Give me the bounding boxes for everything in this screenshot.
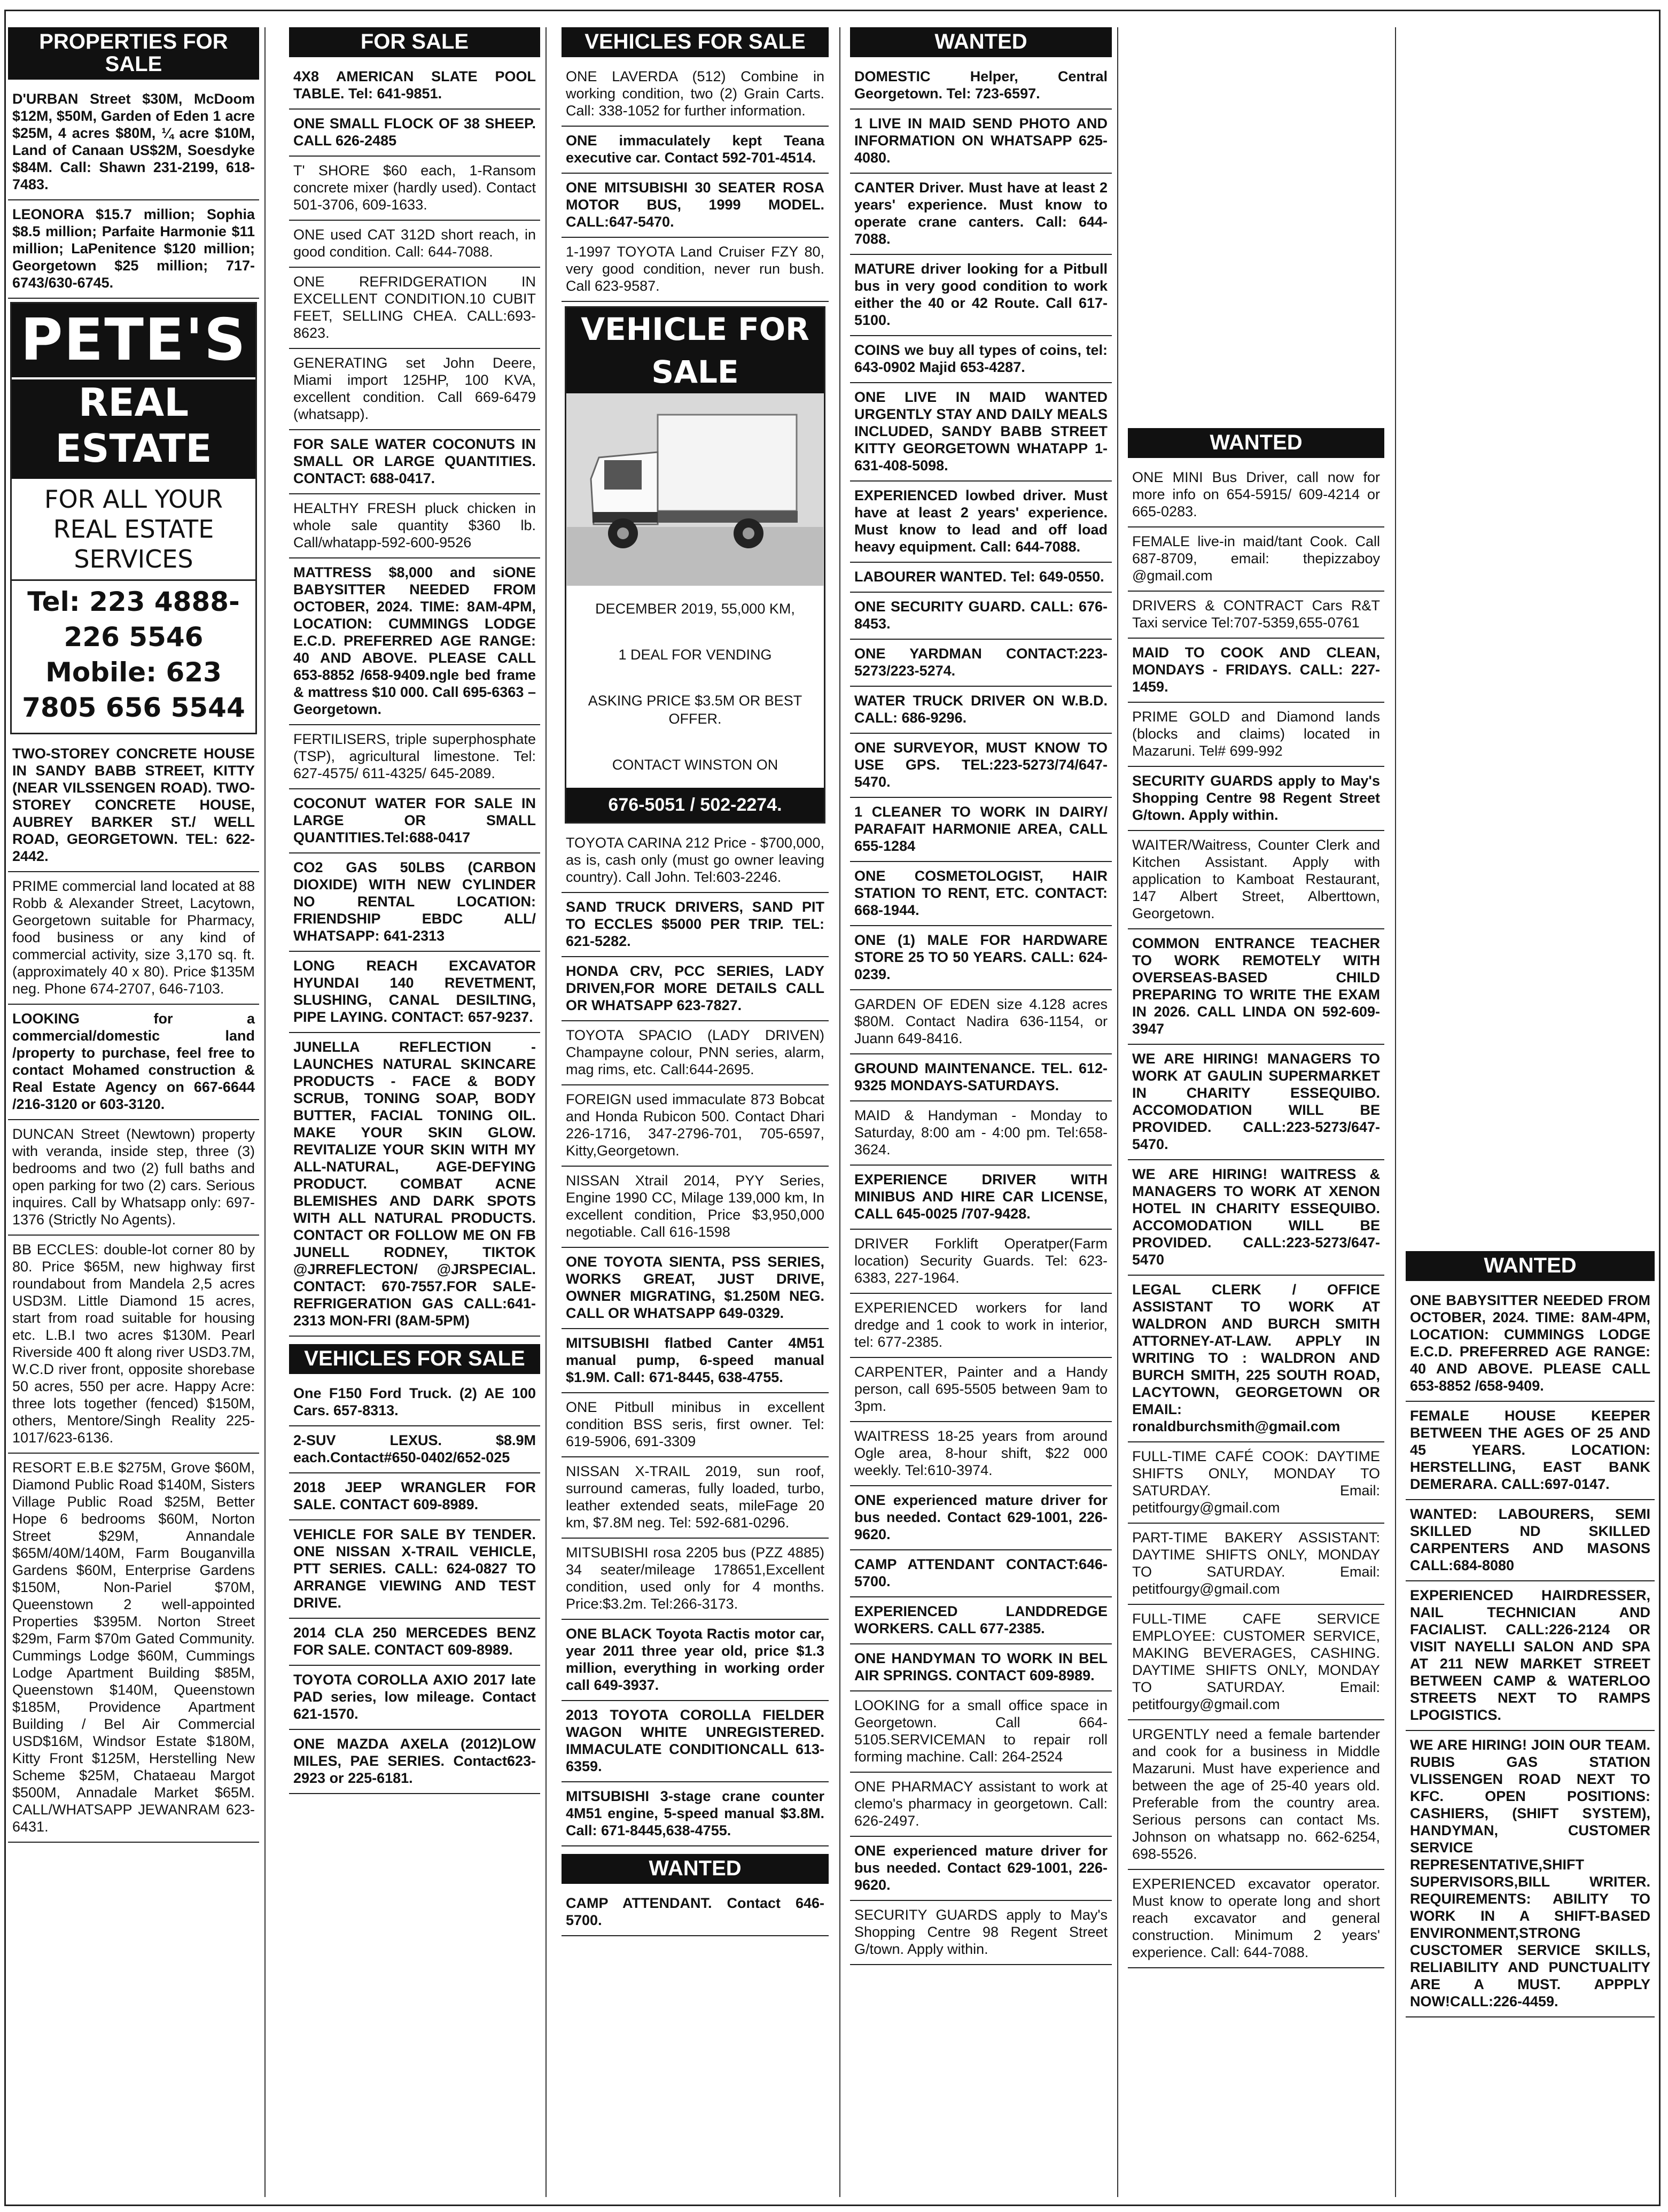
column-divider: [839, 27, 840, 2197]
classifieds-page: [4, 10, 1661, 2206]
vehicle-for-sale-ad: [565, 306, 825, 824]
classified-ad: EXPERIENCED LANDDREDGE WORKERS. CALL 677-2385.: [850, 1597, 1112, 1644]
classified-ad: COCONUT WATER FOR SALE IN LARGE OR SMALL QUANTITIES.Tel:688-0417: [289, 789, 540, 853]
classified-ad: MAID & Handyman - Monday to Saturday, 8:00 am - 4:00 pm. Tel:658-3624.: [850, 1101, 1112, 1166]
classified-ad: WAITRESS 18-25 years from around Ogle area, 8-hour shift, $22 000 weekly. Tel:610-3974.: [850, 1422, 1112, 1486]
classified-ad: ONE LAVERDA (512) Combine in working condition, two (2) Grain Carts. Call: 338-1052 for further information.: [562, 63, 829, 127]
vehicle-ad-line: CONTACT WINSTON ON: [612, 757, 778, 773]
classified-ad: DRIVERS & CONTRACT Cars R&T Taxi service Tel:707-5359,655-0761: [1128, 592, 1384, 639]
section-header-wanted: WANTED: [850, 27, 1112, 57]
classified-ad: ONE LIVE IN MAID WANTED URGENTLY STAY AND DAILY MEALS INCLUDED, SANDY BABB STREET KITTY GEORGETOWN WHATAPP 1-631-408-5098.: [850, 383, 1112, 482]
classified-ad: ONE MITSUBISHI 30 SEATER ROSA MOTOR BUS, 1999 MODEL. CALL:647-5470.: [562, 174, 829, 238]
classified-ad: PRIME GOLD and Diamond lands (blocks and claims) located in Mazaruni. Tel# 699-992: [1128, 703, 1384, 767]
section-header-wanted: WANTED: [1406, 1251, 1655, 1281]
classified-ad: WE ARE HIRING! MANAGERS TO WORK AT GAULIN SUPERMARKET IN CHARITY ESSEQUIBO. ACCOMODATION WILL BE PROVIDED. CALL:223-5273/647-5470.: [1128, 1045, 1384, 1160]
classified-ad: 2014 CLA 250 MERCEDES BENZ FOR SALE. CONTACT 609-8989.: [289, 1619, 540, 1666]
classified-ad: ONE YARDMAN CONTACT:223-5273/223-5274.: [850, 640, 1112, 687]
classified-ad: NISSAN Xtrail 2014, PYY Series, Engine 1990 CC, Milage 139,000 km, In excellent condition, Price $3,950,000 negotiable. Call 616-1598: [562, 1167, 829, 1248]
classified-ad: ONE experienced mature driver for bus needed. Contact 629-1001, 226-9620.: [850, 1486, 1112, 1550]
classified-ad: ONE (1) MALE FOR HARDWARE STORE 25 TO 50 YEARS. CALL: 624-0239.: [850, 926, 1112, 990]
vehicle-ad-title: VEHICLE FOR SALE: [566, 308, 824, 393]
classified-ad: EXPERIENCED lowbed driver. Must have at least 2 years' experience. Must know to lead and off load heavy equipment. Call: 644-7088.: [850, 482, 1112, 563]
classified-ad: TOYOTA CARINA 212 Price - $700,000, as is, cash only (must go owner leaving country). Call John. Tel:603-2246.: [562, 829, 829, 893]
classified-ad: D'URBAN Street $30M, McDoom $12M, $50M, Garden of Eden 1 acre $25M, 4 acres $80M, ¼ acre $10M, Land of Canaan US$2M, Soesdyke $84M. Call: Shawn 231-2199, 618-7483.: [8, 85, 259, 200]
classified-ad: FULL-TIME CAFÉ COOK: DAYTIME SHIFTS ONLY, MONDAY TO SATURDAY. Email: petitfourgy@gmail.com: [1128, 1442, 1384, 1524]
classified-ad: ONE experienced mature driver for bus needed. Contact 629-1001, 226-9620.: [850, 1837, 1112, 1901]
classified-ad: ONE MINI Bus Driver, call now for more info on 654-5915/ 609-4214 or 665-0283.: [1128, 463, 1384, 527]
classified-ad: DUNCAN Street (Newtown) property with veranda, inside step, three (3) bedrooms and two (2) full baths and open parking for two (2) cars. Serious inquires. Call by Whatsapp only: 697-1376 (Strictly No Agents).: [8, 1120, 259, 1236]
classified-ad: CARPENTER, Painter and a Handy person, call 695-5505 between 9am to 3pm.: [850, 1358, 1112, 1422]
classified-ad: DRIVER Forklift Operatper(Farm location) Security Guards. Tel: 623-6383, 227-1964.: [850, 1230, 1112, 1294]
truck-icon: [566, 393, 824, 586]
classified-ad: COINS we buy all types of coins, tel: 643-0902 Majid 653-4287.: [850, 336, 1112, 383]
classified-ad: WE ARE HIRING! WAITRESS & MANAGERS TO WORK AT XENON HOTEL IN CHARITY ESSEQUIBO. ACCOMODATION WILL BE PROVIDED. CALL:223-5273/647-5470: [1128, 1160, 1384, 1276]
classified-ad: LONG REACH EXCAVATOR HYUNDAI 140 REVETMENT, SLUSHING, CANAL DESILTING, PIPE LAYING. CONTACT: 657-9237.: [289, 952, 540, 1033]
classified-ad: ONE SMALL FLOCK OF 38 SHEEP. CALL 626-2485: [289, 110, 540, 157]
column-vehicles: [562, 27, 829, 1936]
classified-ad: PART-TIME BAKERY ASSISTANT: DAYTIME SHIFTS ONLY, MONDAY TO SATURDAY. Email: petitfourgy@gmail.com: [1128, 1524, 1384, 1605]
classified-ad: One F150 Ford Truck. (2) AE 100 Cars. 657-8313.: [289, 1379, 540, 1426]
classified-ad: 1 CLEANER TO WORK IN DAIRY/ PARAFAIT HARMONIE AREA, CALL 655-1284: [850, 798, 1112, 862]
classified-ad: NISSAN X-TRAIL 2019, sun roof, surround cameras, fully loaded, turbo, leather extended seats, mileFage 20 km, $7.8M neg. Tel: 592-681-0296.: [562, 1457, 829, 1539]
classified-ad: TOYOTA SPACIO (LADY DRIVEN) Champayne colour, PNN series, alarm, mag rims, etc. Call:644-2695.: [562, 1021, 829, 1085]
classified-ad: SECURITY GUARDS apply to May's Shopping Centre 98 Regent Street G/town. Apply within.: [850, 1901, 1112, 1965]
column-wanted-2: [1128, 428, 1384, 1968]
classified-ad: LEONORA $15.7 million; Sophia $8.5 million; Parfaite Harmonie $11 million; LaPenitence $120 million; Georgetown $25 million; 717-6743/630-6745.: [8, 200, 259, 299]
classified-ad: TOYOTA COROLLA AXIO 2017 late PAD series, low mileage. Contact 621-1570.: [289, 1666, 540, 1730]
classified-ad: ONE REFRIDGERATION IN EXCELLENT CONDITION.10 CUBIT FEET, SELLING CHEA. CALL:693-8623.: [289, 268, 540, 349]
classified-ad: ONE COSMETOLOGIST, HAIR STATION TO RENT, ETC. CONTACT: 668-1944.: [850, 862, 1112, 926]
classified-ad: 1-1997 TOYOTA Land Cruiser FZY 80, very good condition, never run bush. Call 623-9587.: [562, 238, 829, 302]
classified-ad: ONE BLACK Toyota Ractis motor car, year 2011 three year old, price $1.3 million, everything in working order call 649-3937.: [562, 1620, 829, 1701]
vehicle-ad-line: 1 DEAL FOR VENDING: [618, 647, 772, 663]
petes-tagline: FOR ALL YOUR REAL ESTATE SERVICES: [44, 485, 223, 573]
classified-ad: TWO-STOREY CONCRETE HOUSE IN SANDY BABB STREET, KITTY (NEAR VILSSENGEN ROAD). TWO-STOREY CONCRETE HOUSE, AUBREY BARKER ST./ WELL ROAD, GEORGETOWN. TEL: 622-2442.: [8, 740, 259, 872]
classified-ad: ONE immaculately kept Teana executive car. Contact 592-701-4514.: [562, 127, 829, 174]
classified-ad: LABOURER WANTED. Tel: 649-0550.: [850, 563, 1112, 593]
classified-ad: HONDA CRV, PCC SERIES, LADY DRIVEN,FOR MORE DETAILS CALL OR WHATSAPP 623-7827.: [562, 957, 829, 1021]
classified-ad: BB ECCLES: double-lot corner 80 by 80. Price $65M, new highway first roundabout from Mandela 2,5 acres USD3M. Little Diamond 15 acres, start from road suitable for housing etc. L.B.I two acres $130M. Pearl Riverside 400 ft along river USD3.7M, W.C.D river front, opposite shorebase 50 acres, 550 per acre. Happy Acre: three lots together (fenced) $150M, others, Mentore/Singh Reality 225-1017/623-6136.: [8, 1236, 259, 1454]
classified-ad: T' SHORE $60 each, 1-Ransom concrete mixer (hardly used). Contact 501-3706, 609-1633.: [289, 157, 540, 221]
classified-ad: EXPERIENCED workers for land dredge and 1 cook to work in interior, tel: 677-2385.: [850, 1294, 1112, 1358]
classified-ad: 2018 JEEP WRANGLER FOR SALE. CONTACT 609-8989.: [289, 1473, 540, 1520]
column-for-sale: [289, 27, 540, 1794]
classified-ad: CAMP ATTENDANT. Contact 646-5700.: [562, 1889, 829, 1936]
classified-ad: WE ARE HIRING! JOIN OUR TEAM. RUBIS GAS STATION VLISSENGEN ROAD NEXT TO KFC. OPEN POSITIONS: CASHIERS, (SHIFT SYSTEM), HANDYMAN, CUSTOMER SERVICE REPRESENTATIVE,SHIFT SUPERVISORS,BILL WRITER. REQUIREMENTS: ABILITY TO WORK IN A SHIFT-BASED ENVIRONMENT,STRONG CUSCTOMER SERVICE SKILLS, RELIABILITY AND PUNCTUALITY ARE A MUST. APPPLY NOW!CALL:226-4459.: [1406, 1731, 1655, 2017]
classified-ad: ONE SURVEYOR, MUST KNOW TO USE GPS. TEL:223-5273/74/647-5470.: [850, 734, 1112, 798]
classified-ad: FOREIGN used immaculate 873 Bobcat and Honda Rubicon 500. Contact Dhari 226-1716, 347-2796-701, 705-6597, Kitty,Georgetown.: [562, 1085, 829, 1167]
vehicle-ad-line: DECEMBER 2019, 55,000 KM,: [595, 601, 795, 617]
classified-ad: ONE BABYSITTER NEEDED FROM OCTOBER, 2024. TIME: 8AM-4PM, LOCATION: CUMMINGS LODGE E.C.D. PREFERRED AGE RANGE: 40 AND ABOVE. PLEASE CALL 653-8852 /658-9409.: [1406, 1286, 1655, 1402]
section-header-vehicles: VEHICLES FOR SALE: [562, 27, 829, 57]
classified-ad: FEMALE live-in maid/tant Cook. Call 687-8709, email: thepizzaboy @gmail.com: [1128, 527, 1384, 592]
classified-ad: GENERATING set John Deere, Miami import 125HP, 100 KVA, excellent condition. Call 669-6479 (whatsapp).: [289, 349, 540, 430]
classified-ad: ONE SECURITY GUARD. CALL: 676-8453.: [850, 593, 1112, 640]
classified-ad: CO2 GAS 50LBS (CARBON DIOXIDE) WITH NEW CYLINDER NO RENTAL LOCATION: FRIENDSHIP EBDC ALL/ WHATSAPP: 641-2313: [289, 853, 540, 952]
section-header-vehicles: VEHICLES FOR SALE: [289, 1344, 540, 1374]
classified-ad: MITSUBISHI rosa 2205 bus (PZZ 4885) 34 seater/mileage 178651,Excellent condition, used only for 4 months. Price:$3.2m. Tel:266-3173.: [562, 1539, 829, 1620]
petes-logo: PETE'S: [12, 304, 255, 377]
classified-ad: FERTILISERS, triple superphosphate (TSP), agricultural limestone. Tel: 627-4575/ 611-4325/ 645-2089.: [289, 725, 540, 789]
classified-ad: DOMESTIC Helper, Central Georgetown. Tel: 723-6597.: [850, 63, 1112, 110]
classified-ad: FEMALE HOUSE KEEPER BETWEEN THE AGES OF 25 AND 45 YEARS. LOCATION: HERSTELLING, EAST BANK DEMERARA. CALL:697-0147.: [1406, 1402, 1655, 1500]
classified-ad: GARDEN OF EDEN size 4.128 acres $80M. Contact Nadira 636-1154, or Juann 649-8416.: [850, 990, 1112, 1054]
classified-ad: MITSUBISHI 3-stage crane counter 4M51 engine, 5-speed manual $3.8M. Call: 671-8445,638-4755.: [562, 1782, 829, 1846]
column-wanted-1: [850, 27, 1112, 1965]
classified-ad: 2013 TOYOTA COROLLA FIELDER WAGON WHITE UNREGISTERED. IMMACULATE CONDITIONCALL 613-6359.: [562, 1701, 829, 1782]
column-divider: [1395, 27, 1396, 2197]
section-header-wanted: WANTED: [562, 1854, 829, 1884]
classified-ad: JUNELLA REFLECTION - LAUNCHES NATURAL SKINCARE PRODUCTS - FACE & BODY SCRUB, TONING SOAP, BODY BUTTER, FACIAL TONING OIL. MAKE YOUR SKIN GLOW. REVITALIZE YOUR SKIN WITH MY ALL-NATURAL, AGE-DEFYING PRODUCT. COMBAT ACNE BLEMISHES AND DARK SPOTS WITH ALL NATURAL PRODUCTS. CONTACT OR FOLLOW ME ON FB JUNELL RODNEY, TIKTOK @JRREFLECTON/ @JRSPECIAL. CONTACT: 670-7557.FOR SALE- REFRIGERATION GAS CALL:641-2313 MON-FRI (8AM-5PM): [289, 1033, 540, 1337]
classified-ad: SECURITY GUARDS apply to May's Shopping Centre 98 Regent Street G/town. Apply within.: [1128, 767, 1384, 831]
classified-ad: MATURE driver looking for a Pitbull bus in very good condition to work either the 40 or 42 Route. Call 617-5100.: [850, 255, 1112, 336]
classified-ad: MITSUBISHI flatbed Canter 4M51 manual pump, 6-speed manual $1.9M. Call: 671-8445, 638-4755.: [562, 1329, 829, 1393]
classified-ad: ONE MAZDA AXELA (2012)LOW MILES, PAE SERIES. Contact623-2923 or 225-6181.: [289, 1730, 540, 1794]
petes-real-estate-ad: [10, 302, 257, 734]
classified-ad: HEALTHY FRESH pluck chicken in whole sale quantity $360 lb. Call/whatapp-592-600-9526: [289, 494, 540, 558]
classified-ad: LOOKING for a commercial/domestic land /property to purchase, feel free to contact Mohamed construction & Real Estate Agency on 667-6644 /216-3120 or 603-3120.: [8, 1005, 259, 1120]
classified-ad: CAMP ATTENDANT CONTACT:646-5700.: [850, 1550, 1112, 1597]
classified-ad: EXPERIENCED HAIRDRESSER, NAIL TECHNICIAN AND FACIALIST. CALL:226-2124 OR VISIT NAYELLI SALON AND SPA AT 211 NEW MARKET STREET BETWEEN CAMP & WATERLOO STREETS NEXT TO RAMPS LPOGISTICS.: [1406, 1581, 1655, 1731]
classified-ad: GROUND MAINTENANCE. TEL. 612-9325 MONDAYS-SATURDAYS.: [850, 1054, 1112, 1101]
vehicle-ad-line: ASKING PRICE $3.5M OR BEST OFFER.: [588, 693, 802, 727]
section-header-wanted: WANTED: [1128, 428, 1384, 458]
classified-ad: SAND TRUCK DRIVERS, SAND PIT TO ECCLES $5000 PER TRIP. TEL: 621-5282.: [562, 893, 829, 957]
classified-ad: RESORT E.B.E $275M, Grove $60M, Diamond Public Road $140M, Sisters Village Public Road $25M, Better Hope 6 bedrooms $60M, Norton Street $29M, Annandale $65M/40M/140M, Farm Bouganvilla Gardens $60M, Enterprise Gardens $150M, Non-Pariel $70M, Queenstown 2 well-appointed Properties $395M. Norton Street $29m, Farm $70m Gated Community. Cummings Lodge $60M, Cummings Lodge Apartment Building $85M, Queenstown $140M, Queenstown $185M, Providence Apartment Building / Bel Air Commercial USD$16M, Windsor Estate $180M, Kitty Front $125M, Herstelling New Scheme $25M, Chataeau Margot $500M, Annadale Market $65M. CALL/WHATSAPP JEWANRAM 623-6431.: [8, 1454, 259, 1843]
classified-ad: EXPERIENCED excavator operator. Must know to operate long and short reach excavator and general construction. Minimum 2 years' experience. Call: 644-7088.: [1128, 1870, 1384, 1968]
classified-ad: WAITER/Waitress, Counter Clerk and Kitchen Assistant. Apply with application to Kamboat Restaurant, 147 Albert Street, Alberttown, Georgetown.: [1128, 831, 1384, 929]
column-wanted-3: [1406, 1251, 1655, 2017]
classified-ad: 4X8 AMERICAN SLATE POOL TABLE. Tel: 641-9851.: [289, 63, 540, 110]
classified-ad: 2-SUV LEXUS. $8.9M each.Contact#650-0402/652-025: [289, 1426, 540, 1473]
petes-telephone: [12, 579, 255, 733]
classified-ad: ONE used CAT 312D short reach, in good condition. Call: 644-7088.: [289, 221, 540, 268]
column-properties: [8, 27, 259, 1843]
section-header-for-sale: FOR SALE: [289, 27, 540, 57]
classified-ad: LOOKING for a small office space in Georgetown. Call 664-5105.SERVICEMAN to repair roll forming machine. Call: 264-2524: [850, 1691, 1112, 1773]
classified-ad: URGENTLY need a female bartender and cook for a business in Middle Mazaruni. Must have experience and between the age of 25-40 years old. Preferable from the country area. Serious persons can contact Ms. Johnson on whatsapp no. 662-6254, 698-5526.: [1128, 1720, 1384, 1870]
classified-ad: ONE TOYOTA SIENTA, PSS SERIES, WORKS GREAT, JUST DRIVE, OWNER MIGRATING, $1.250M NEG. CALL OR WHATSAPP 649-0329.: [562, 1248, 829, 1329]
petes-tel: Tel: 223 4888- 226 5546: [27, 586, 240, 653]
classified-ad: ONE PHARMACY assistant to work at clemo's pharmacy in georgetown. Call: 626-2497.: [850, 1773, 1112, 1837]
classified-ad: ONE HANDYMAN TO WORK IN BEL AIR SPRINGS. CONTACT 609-8989.: [850, 1644, 1112, 1691]
column-divider: [1117, 27, 1118, 2197]
petes-mobile: Mobile: 623 7805 656 5544: [22, 657, 245, 723]
classified-ad: LEGAL CLERK / OFFICE ASSISTANT TO WORK AT WALDRON AND BURCH SMITH ATTORNEY-AT-LAW. APPLY IN WRITING TO : WALDRON AND BURCH SMITH, 225 SOUTH ROAD, LACYTOWN, GEORGETOWN OR EMAIL: ronaldburchsmith@gmail.com: [1128, 1276, 1384, 1442]
classified-ad: WANTED: LABOURERS, SEMI SKILLED ND SKILLED CARPENTERS AND MASONS CALL:684-8080: [1406, 1500, 1655, 1581]
classified-ad: WATER TRUCK DRIVER ON W.B.D. CALL: 686-9296.: [850, 687, 1112, 734]
classified-ad: EXPERIENCE DRIVER WITH MINIBUS AND HIRE CAR LICENSE, CALL 645-0025 /707-9428.: [850, 1166, 1112, 1230]
classified-ad: ONE Pitbull minibus in excellent condition BSS seris, first owner. Tel: 619-5906, 691-3309: [562, 1393, 829, 1457]
classified-ad: CANTER Driver. Must have at least 2 years' experience. Must know to operate crane canters. Call: 644-7088.: [850, 174, 1112, 255]
classified-ad: FULL-TIME CAFE SERVICE EMPLOYEE: CUSTOMER SERVICE, MAKING BEVERAGES, CASHING. DAYTIME SHIFTS ONLY, MONDAY TO SATURDAY. Email: petitfourgy@gmail.com: [1128, 1605, 1384, 1720]
classified-ad: PRIME commercial land located at 88 Robb & Alexander Street, Lacytown, Georgetown suitable for Pharmacy, food business or any kind of commercial activity, size 3,170 sq. ft. (approximately 40 x 80). Price $135M neg. Phone 674-2707, 646-7103.: [8, 872, 259, 1005]
column-divider: [545, 27, 547, 2197]
classified-ad: FOR SALE WATER COCONUTS IN SMALL OR LARGE QUANTITIES. CONTACT: 688-0417.: [289, 430, 540, 494]
classified-ad: COMMON ENTRANCE TEACHER TO WORK REMOTELY WITH OVERSEAS-BASED CHILD PREPARING TO WRITE THE EXAM IN 2026. CALL LINDA ON 592-609-3947: [1128, 929, 1384, 1045]
classified-ad: MATTRESS $8,000 and siONE BABYSITTER NEEDED FROM OCTOBER, 2024. TIME: 8AM-4PM, LOCATION: CUMMINGS LODGE E.C.D. PREFERRED AGE RANGE: 40 AND ABOVE. PLEASE CALL 653-8852 /658-9409.ngle bed frame & mattress $10 000. Call 695-6363 – Georgetown.: [289, 558, 540, 725]
vehicle-ad-phone: 676-5051 / 502-2274.: [566, 788, 824, 822]
truck-photo: [566, 393, 824, 586]
classified-ad: VEHICLE FOR SALE BY TENDER. ONE NISSAN X-TRAIL VEHICLE, PTT SERIES. CALL: 624-0827 TO ARRANGE VIEWING AND TEST DRIVE.: [289, 1520, 540, 1619]
classified-ad: 1 LIVE IN MAID SEND PHOTO AND INFORMATION ON WHATSAPP 625-4080.: [850, 110, 1112, 174]
section-header-properties: PROPERTIES FOR SALE: [8, 27, 259, 80]
column-divider: [264, 27, 266, 2197]
classified-ad: MAID TO COOK AND CLEAN, MONDAYS - FRIDAYS. CALL: 227-1459.: [1128, 639, 1384, 703]
real-estate-logo: REAL ESTATE: [12, 377, 255, 479]
